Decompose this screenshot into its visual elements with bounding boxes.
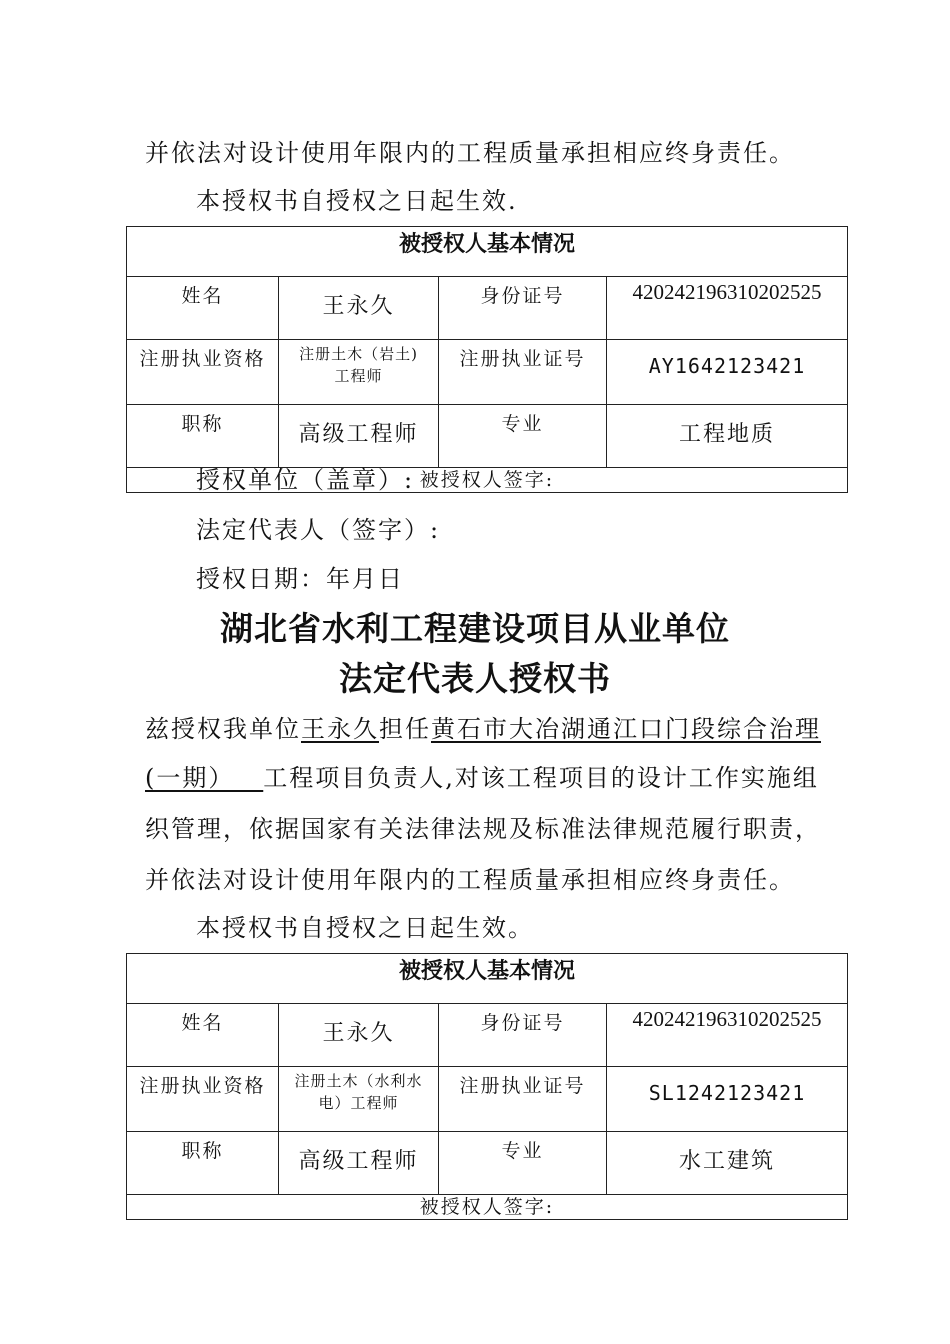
job-title-value: 高级工程师	[279, 405, 439, 468]
paragraph-line: 并依法对设计使用年限内的工程质量承担相应终身责任。	[145, 866, 795, 894]
qualification-text: 注册土木（水利水电）工程师	[294, 1072, 423, 1112]
major-label: 专业	[439, 405, 607, 468]
certificate-label: 注册执业证号	[439, 1067, 607, 1132]
name-value: 王永久	[279, 277, 439, 340]
table-header: 被授权人基本情况	[127, 954, 848, 1004]
text-segment: 兹授权我单位	[145, 715, 301, 743]
qualification-label: 注册执业资格	[127, 340, 279, 405]
certificate-label: 注册执业证号	[439, 340, 607, 405]
name-label: 姓名	[127, 1004, 279, 1067]
certificate-value: AY1642123421	[607, 340, 848, 405]
legal-rep-signature-line: 法定代表人（签字）:	[196, 516, 441, 544]
authorized-person-table	[126, 226, 848, 493]
certificate-value: SL1242123421	[607, 1067, 848, 1132]
major-value: 工程地质	[607, 405, 848, 468]
signature-row: 被授权人签字:	[127, 468, 848, 493]
effective-statement: 本授权书自授权之日起生效。	[196, 914, 534, 942]
qualification-label: 注册执业资格	[127, 1067, 279, 1132]
paragraph-line	[145, 763, 819, 793]
qualification-text: 注册土木（岩土)工程师	[299, 345, 418, 385]
document-title: 湖北省水利工程建设项目从业单位	[220, 609, 730, 648]
job-title-label: 职称	[127, 1132, 279, 1195]
table-header: 被授权人基本情况	[127, 227, 848, 277]
document-subtitle: 法定代表人授权书	[339, 659, 611, 698]
paragraph-line	[145, 714, 821, 744]
id-value: 420242196310202525	[607, 1004, 848, 1067]
id-label: 身份证号	[439, 1004, 607, 1067]
major-value: 水工建筑	[607, 1132, 848, 1195]
authorization-date-line: 授权日期：年月日	[196, 565, 404, 593]
id-value: 420242196310202525	[607, 277, 848, 340]
signature-row: 被授权人签字:	[127, 1195, 848, 1220]
paragraph-line: 并依法对设计使用年限内的工程质量承担相应终身责任。	[145, 139, 795, 167]
person-name: 王永久	[301, 715, 379, 743]
job-title-value: 高级工程师	[279, 1132, 439, 1195]
id-label: 身份证号	[439, 277, 607, 340]
job-title-label: 职称	[127, 405, 279, 468]
unit-stamp-line: 授权单位（盖章）:	[196, 466, 415, 494]
effective-statement: 本授权书自授权之日起生效.	[196, 187, 518, 215]
paragraph-line: 织管理，依据国家有关法律法规及标准法律规范履行职责，	[145, 815, 821, 843]
project-name: 黄石市大冶湖通江口门段综合治理	[431, 715, 821, 743]
authorized-person-table	[126, 953, 848, 1220]
text-segment: 工程项目负责人,对该工程项目的设计工作实施组	[263, 764, 819, 792]
name-label: 姓名	[127, 277, 279, 340]
qualification-value	[279, 340, 439, 405]
major-label: 专业	[439, 1132, 607, 1195]
text-segment: 担任	[379, 715, 431, 743]
project-name-cont: (一期）	[145, 764, 264, 792]
name-value: 王永久	[279, 1004, 439, 1067]
qualification-value	[279, 1067, 439, 1132]
